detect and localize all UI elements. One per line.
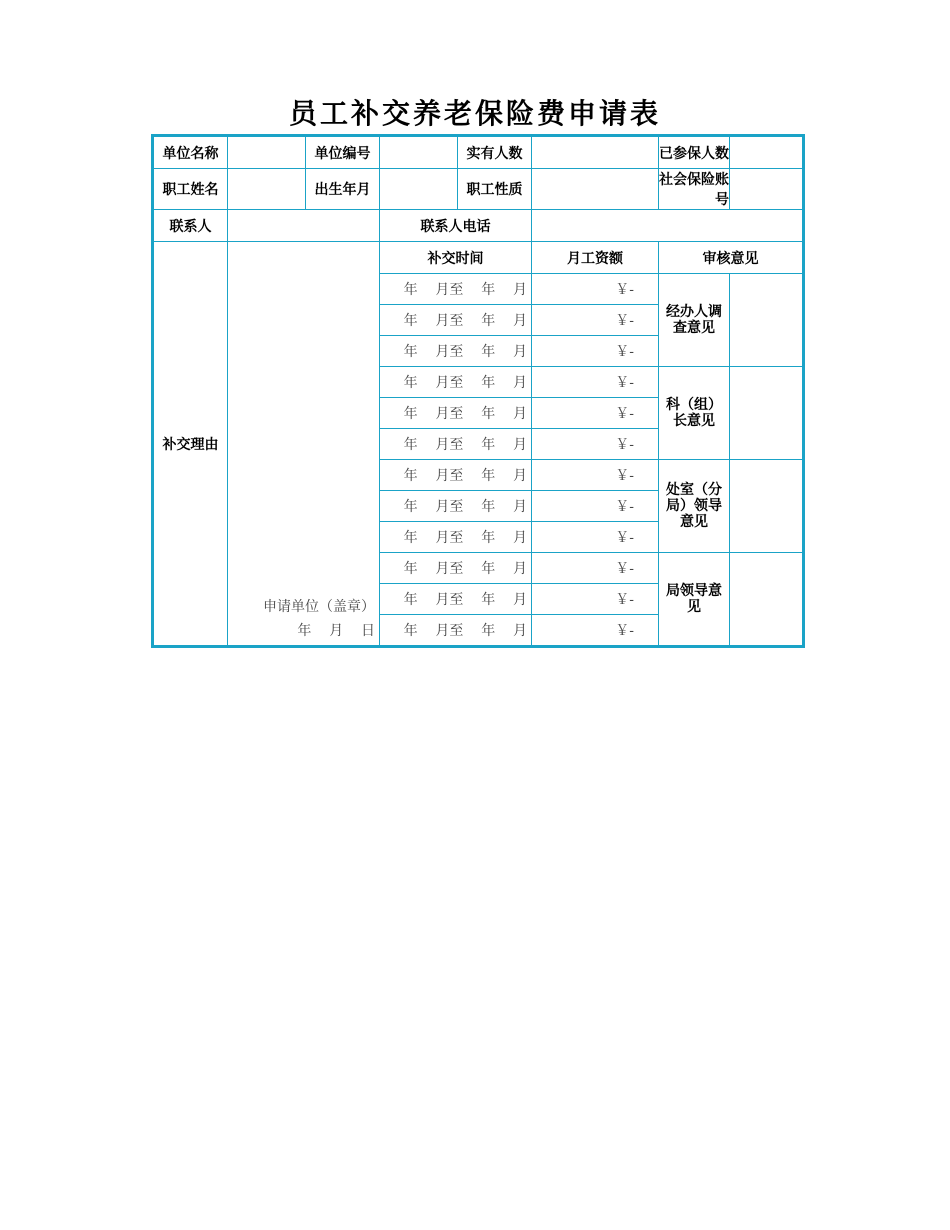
- wage-amount[interactable]: ￥-: [532, 615, 659, 647]
- wage-amount[interactable]: ￥-: [532, 274, 659, 305]
- birth-date-label: 出生年月: [306, 169, 380, 210]
- review-field-section-chief[interactable]: [730, 367, 804, 460]
- period-row[interactable]: 年 月至 年 月: [380, 615, 532, 647]
- contact-label: 联系人: [153, 210, 228, 242]
- review-label-handler: 经办人调查意见: [659, 274, 730, 367]
- review-field-division-leader[interactable]: [730, 460, 804, 553]
- actual-count-label: 实有人数: [458, 136, 532, 169]
- employee-name-label: 职工姓名: [153, 169, 228, 210]
- application-date: 年 月 日: [297, 623, 375, 639]
- wage-amount[interactable]: ￥-: [532, 553, 659, 584]
- employee-name-field[interactable]: [228, 169, 306, 210]
- period-row[interactable]: 年 月至 年 月: [380, 367, 532, 398]
- reason-field[interactable]: [228, 242, 380, 647]
- unit-code-field[interactable]: [380, 136, 458, 169]
- wage-amount[interactable]: ￥-: [532, 522, 659, 553]
- contact-phone-label: 联系人电话: [380, 210, 532, 242]
- form-title: 员工补交养老保险费申请表: [288, 97, 661, 130]
- contact-field[interactable]: [228, 210, 380, 242]
- wage-amount[interactable]: ￥-: [532, 367, 659, 398]
- wage-amount[interactable]: ￥-: [532, 491, 659, 522]
- wage-header: 月工资额: [532, 242, 659, 274]
- period-row[interactable]: 年 月至 年 月: [380, 398, 532, 429]
- period-row[interactable]: 年 月至 年 月: [380, 460, 532, 491]
- insured-count-field[interactable]: [730, 136, 804, 169]
- social-security-account-field[interactable]: [730, 169, 804, 210]
- application-form-table: [151, 134, 805, 648]
- employee-type-label: 职工性质: [458, 169, 532, 210]
- wage-amount[interactable]: ￥-: [532, 305, 659, 336]
- review-label-division-leader: 处室（分局）领导意见: [659, 460, 730, 553]
- period-row[interactable]: 年 月至 年 月: [380, 522, 532, 553]
- wage-amount[interactable]: ￥-: [532, 398, 659, 429]
- wage-amount[interactable]: ￥-: [532, 460, 659, 491]
- review-field-handler[interactable]: [730, 274, 804, 367]
- wage-amount[interactable]: ￥-: [532, 336, 659, 367]
- unit-name-field[interactable]: [228, 136, 306, 169]
- period-header: 补交时间: [380, 242, 532, 274]
- period-row[interactable]: 年 月至 年 月: [380, 336, 532, 367]
- period-row[interactable]: 年 月至 年 月: [380, 491, 532, 522]
- actual-count-field[interactable]: [532, 136, 659, 169]
- insured-count-label: 已参保人数: [659, 136, 730, 169]
- review-label-bureau-leader: 局领导意见: [659, 553, 730, 647]
- period-row[interactable]: 年 月至 年 月: [380, 274, 532, 305]
- wage-amount[interactable]: ￥-: [532, 584, 659, 615]
- social-security-account-label: 社会保险账号: [659, 169, 730, 210]
- wage-amount[interactable]: ￥-: [532, 429, 659, 460]
- unit-code-label: 单位编号: [306, 136, 380, 169]
- birth-date-field[interactable]: [380, 169, 458, 210]
- unit-name-label: 单位名称: [153, 136, 228, 169]
- period-row[interactable]: 年 月至 年 月: [380, 305, 532, 336]
- reason-label: 补交理由: [153, 242, 228, 647]
- applicant-seal-text: 申请单位（盖章）: [263, 599, 375, 615]
- review-header: 审核意见: [659, 242, 804, 274]
- contact-phone-field[interactable]: [532, 210, 804, 242]
- review-label-section-chief: 科（组）长意见: [659, 367, 730, 460]
- review-field-bureau-leader[interactable]: [730, 553, 804, 647]
- period-row[interactable]: 年 月至 年 月: [380, 553, 532, 584]
- period-row[interactable]: 年 月至 年 月: [380, 584, 532, 615]
- employee-type-field[interactable]: [532, 169, 659, 210]
- period-row[interactable]: 年 月至 年 月: [380, 429, 532, 460]
